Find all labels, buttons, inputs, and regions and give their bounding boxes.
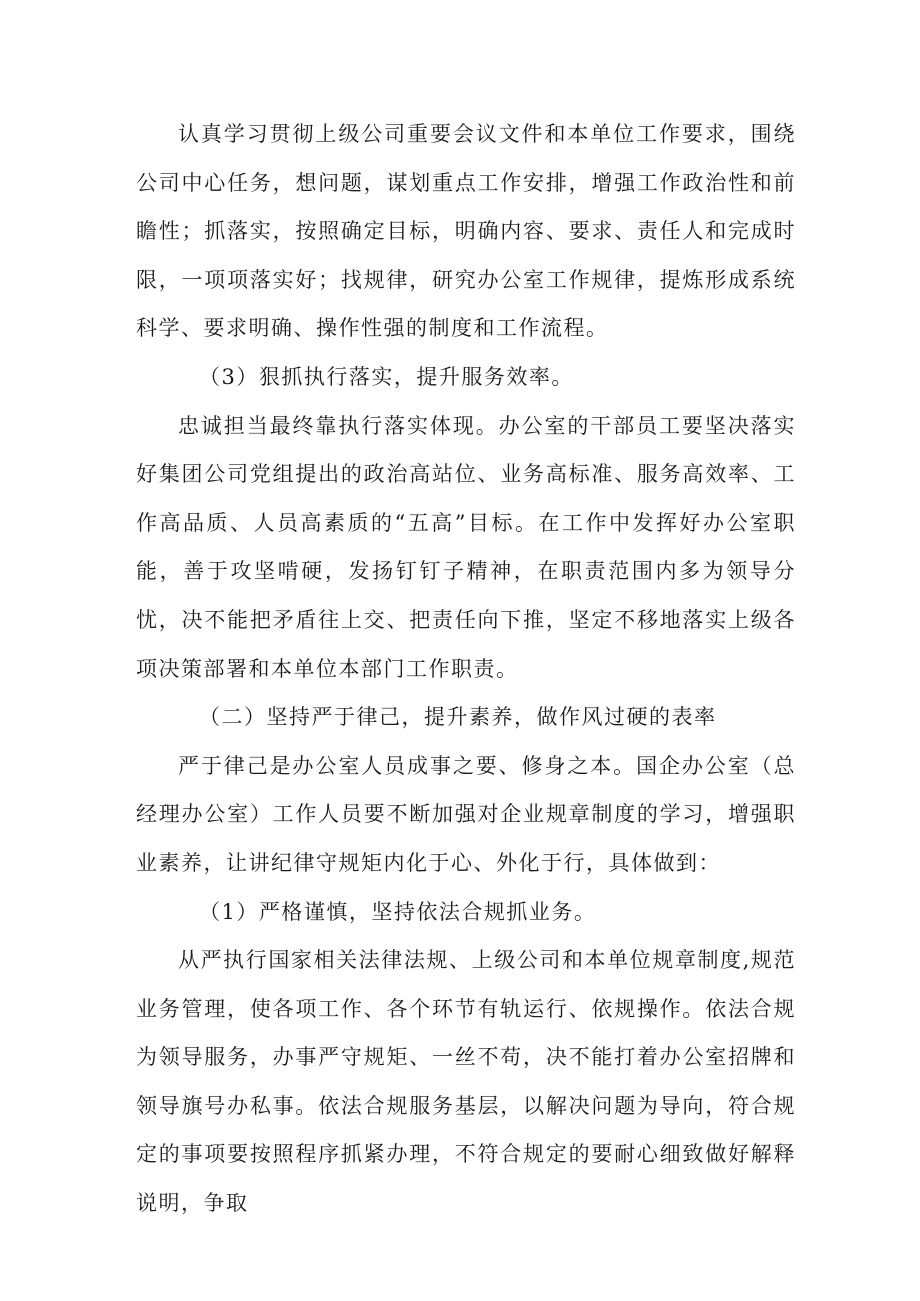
document-body [136, 110, 796, 1228]
paragraph-compliance: 从严执行国家相关法律法规、上级公司和本单位规章制度,规范业务管理，使各项工作、各个环节有轨运行、依规操作。依法合规为领导服务，办事严守规矩、一丝不苟，决不能打着办公室招牌和领导旗号办私事。依法合规服务基层，以解决问题为导向，符合规定的事项要按照程序抓紧办理，不符合规定的要耐心细致做好解释说明，争取 [136, 948, 796, 1216]
paragraph-loyalty-execution: 忠诚担当最终靠执行落实体现。办公室的干部员工要坚决落实好集团公司党组提出的政治高站位、业务高标准、服务高效率、工作高品质、人员高素质的“五高”目标。在工作中发挥好办公室职能，善于攻坚啃硬，发扬钉钉子精神，在职责范围内多为领导分忧，决不能把矛盾往上交、把责任向下推，坚定不移地落实上级各项决策部署和本单位本部门工作职责。 [136, 413, 796, 681]
subheading-execution: （3）狠抓执行落实，提升服务效率。 [199, 364, 574, 389]
paragraph-self-discipline: 严于律己是办公室人员成事之要、修身之本。国企办公室（总经理办公室）工作人员要不断加强对企业规章制度的学习，增强职业素养，让讲纪律守规矩内化于心、外化于行，具体做到： [136, 753, 796, 875]
subheading-compliance: （1）严格谨慎，坚持依法合规抓业务。 [199, 899, 597, 924]
paragraph-study-requirements: 认真学习贯彻上级公司重要会议文件和本单位工作要求，围绕公司中心任务，想问题，谋划重点工作安排，增强工作政治性和前瞻性；抓落实，按照确定目标，明确内容、要求、责任人和完成时限，一项项落实好；找规律，研究办公室工作规律，提炼形成系统科学、要求明确、操作性强的制度和工作流程。 [136, 122, 796, 341]
section-heading-self-discipline: （二）坚持严于律己，提升素养，做作风过硬的表率 [199, 705, 717, 730]
